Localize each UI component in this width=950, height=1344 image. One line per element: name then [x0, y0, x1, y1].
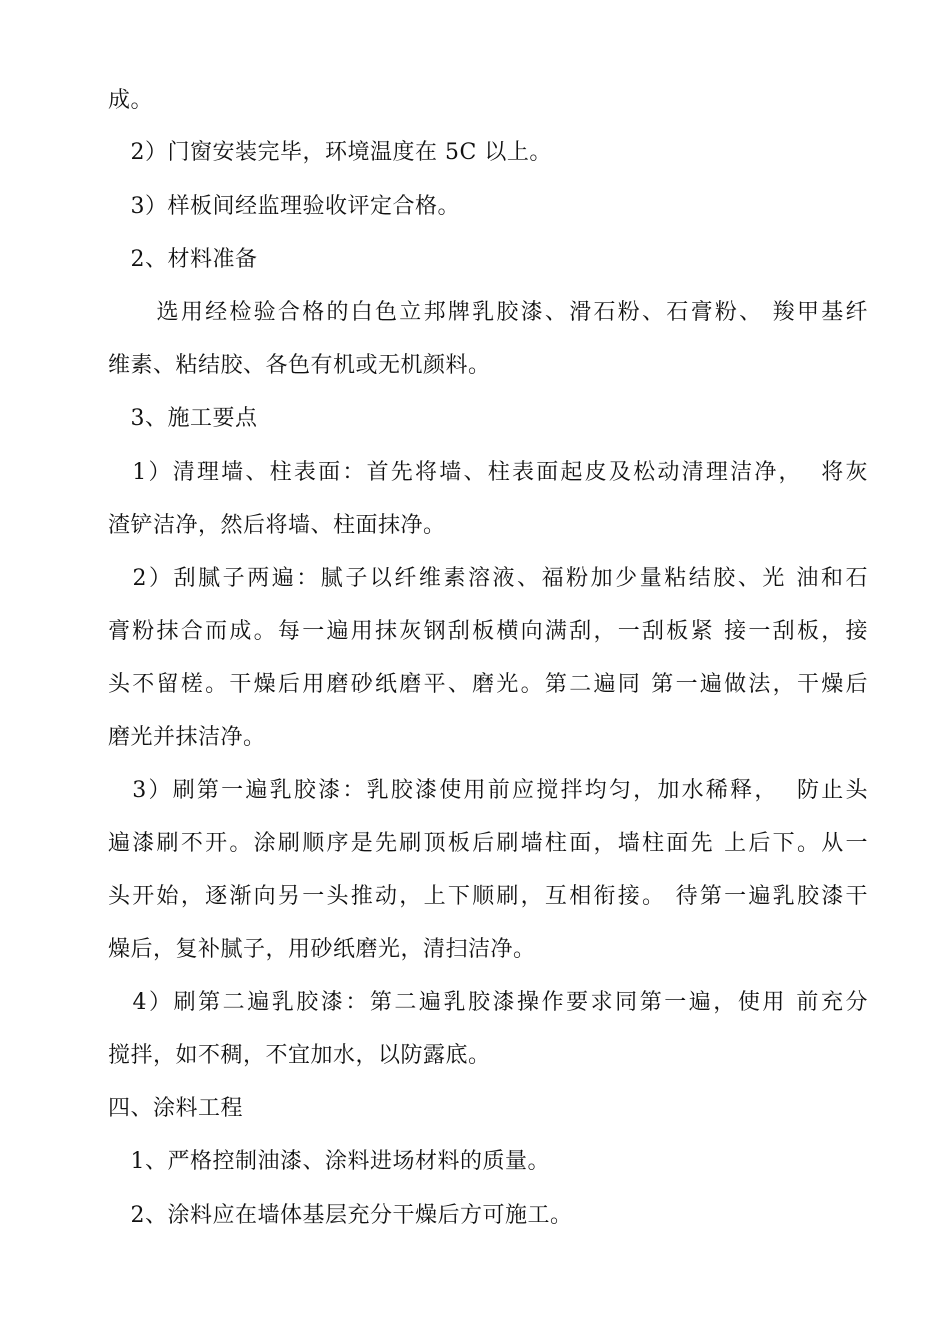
text-line-13: 磨光并抹洁净。	[108, 725, 266, 750]
text-line-1: 成。	[108, 88, 154, 113]
text-line-16: 头开始，逐渐向另一头推动，上下顺刷，互相衔接。 待第一遍乳胶漆干	[108, 884, 868, 909]
text-line-2: 2）门窗安装完毕，环境温度在 5C 以上。	[108, 140, 552, 165]
text-line-14: 3）刷第一遍乳胶漆：乳胶漆使用前应搅拌均匀，加水稀释， 防止头	[108, 778, 868, 803]
text-line-9: 渣铲洁净，然后将墙、柱面抹净。	[108, 513, 446, 538]
text-line-11: 膏粉抹合而成。每一遍用抹灰钢刮板横向满刮，一刮板紧 接一刮板，接	[108, 619, 868, 644]
text-line-15: 遍漆刷不开。涂刷顺序是先刷顶板后刷墙柱面，墙柱面先 上后下。从一	[108, 831, 868, 856]
text-line-19: 搅拌，如不稠，不宜加水，以防露底。	[108, 1043, 491, 1068]
section-heading-coating: 四、涂料工程	[108, 1096, 244, 1121]
text-line-21: 1、严格控制油漆、涂料进场材料的质量。	[108, 1149, 550, 1174]
text-line-12: 头不留槎。干燥后用磨砂纸磨平、磨光。第二遍同 第一遍做法，干燥后	[108, 672, 868, 697]
text-line-17: 燥后，复补腻子，用砂纸磨光，清扫洁净。	[108, 937, 536, 962]
text-line-10: 2）刮腻子两遍：腻子以纤维素溶液、福粉加少量粘结胶、光 油和石	[108, 566, 868, 591]
text-line-5: 选用经检验合格的白色立邦牌乳胶漆、滑石粉、石膏粉、 羧甲基纤	[108, 300, 868, 325]
text-line-6: 维素、粘结胶、各色有机或无机颜料。	[108, 353, 491, 378]
text-line-18: 4）刷第二遍乳胶漆：第二遍乳胶漆操作要求同第一遍，使用 前充分	[108, 990, 868, 1015]
text-line-3: 3）样板间经监理验收评定合格。	[108, 194, 460, 219]
text-line-22: 2、涂料应在墙体基层充分干燥后方可施工。	[108, 1203, 573, 1228]
text-line-8: 1）清理墙、柱表面：首先将墙、柱表面起皮及松动清理洁净， 将灰	[108, 460, 868, 485]
section-heading-materials: 2、材料准备	[108, 247, 258, 272]
section-heading-construction: 3、施工要点	[108, 406, 258, 431]
